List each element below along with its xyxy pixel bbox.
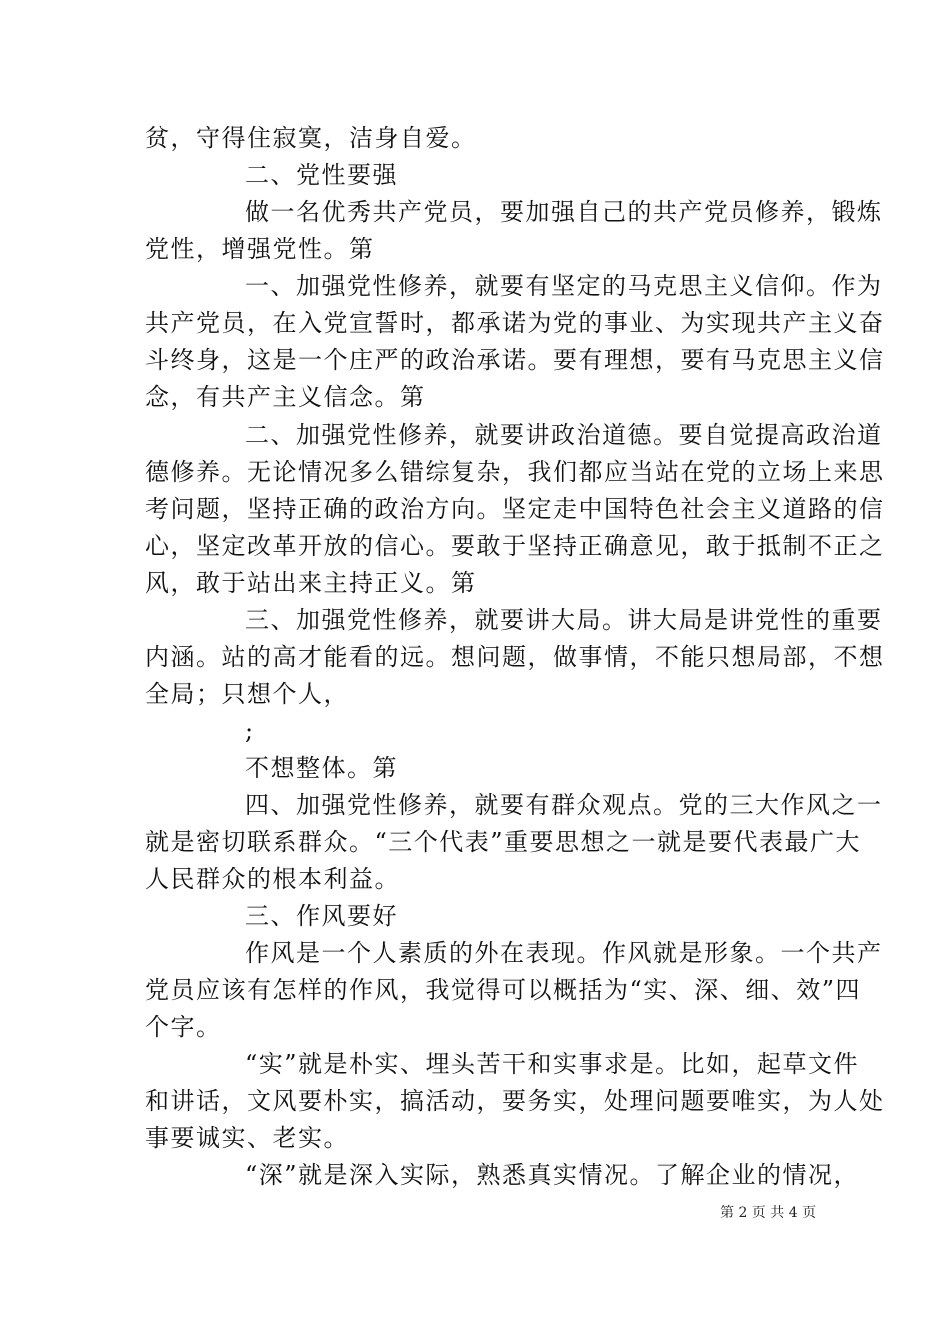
text-line: 个字。 (145, 1013, 222, 1041)
text-line: 党员应该有怎样的作风，我觉得可以概括为“实、深、细、效”四 (145, 976, 862, 1004)
text-line: 念，有共产主义信念。第 (145, 383, 426, 411)
page-number: 第 2 页 共 4 页 (720, 1205, 817, 1221)
text-line: 斗终身，这是一个庄严的政治承诺。要有理想，要有马克思主义信 (145, 346, 885, 374)
text-line: “实”就是朴实、埋头苦干和实事求是。比如，起草文件 (245, 1050, 860, 1078)
text-line: 风，敢于站出来主持正义。第 (145, 569, 477, 597)
text-line: ; (245, 717, 255, 745)
text-line: 二、加强党性修养，就要讲政治道德。要自觉提高政治道 (245, 421, 883, 449)
text-line: 共产党员，在入党宣誓时，都承诺为党的事业、为实现共产主义奋 (145, 309, 885, 337)
text-line: 作风是一个人素质的外在表现。作风就是形象。一个共产 (245, 939, 883, 967)
text-line: 人民群众的根本利益。 (145, 865, 400, 893)
text-line: 做一名优秀共产党员，要加强自己的共产党员修养，锻炼 (245, 198, 883, 226)
text-line: “深”就是深入实际，熟悉真实情况。了解企业的情况， (245, 1161, 860, 1189)
text-line: 内涵。站的高才能看的远。想问题，做事情，不能只想局部，不想 (145, 643, 885, 671)
text-line: 不想整体。第 (245, 754, 398, 782)
text-line: 三、加强党性修养，就要讲大局。讲大局是讲党性的重要 (245, 606, 883, 634)
text-line: 一、加强党性修养，就要有坚定的马克思主义信仰。作为 (245, 272, 883, 300)
text-line: 心，坚定改革开放的信心。要敢于坚持正确意见，敢于抵制不正之 (145, 532, 885, 560)
text-line: 党性，增强党性。第 (145, 235, 375, 263)
section-heading: 二、党性要强 (245, 161, 398, 189)
text-line: 就是密切联系群众。“三个代表”重要思想之一就是要代表最广大 (145, 828, 862, 856)
text-line: 全局；只想个人， (145, 680, 349, 708)
text-line: 四、加强党性修养，就要有群众观点。党的三大作风之一 (245, 791, 883, 819)
text-line: 贫，守得住寂寞，洁身自爱。 (145, 124, 477, 152)
text-line: 和讲话，文风要朴实，搞活动，要务实，处理问题要唯实，为人处 (145, 1087, 885, 1115)
text-line: 德修养。无论情况多么错综复杂，我们都应当站在党的立场上来思 (145, 458, 885, 486)
text-line: 考问题，坚持正确的政治方向。坚定走中国特色社会主义道路的信 (145, 495, 885, 523)
section-heading: 三、作风要好 (245, 902, 398, 930)
text-line: 事要诚实、老实。 (145, 1124, 349, 1152)
